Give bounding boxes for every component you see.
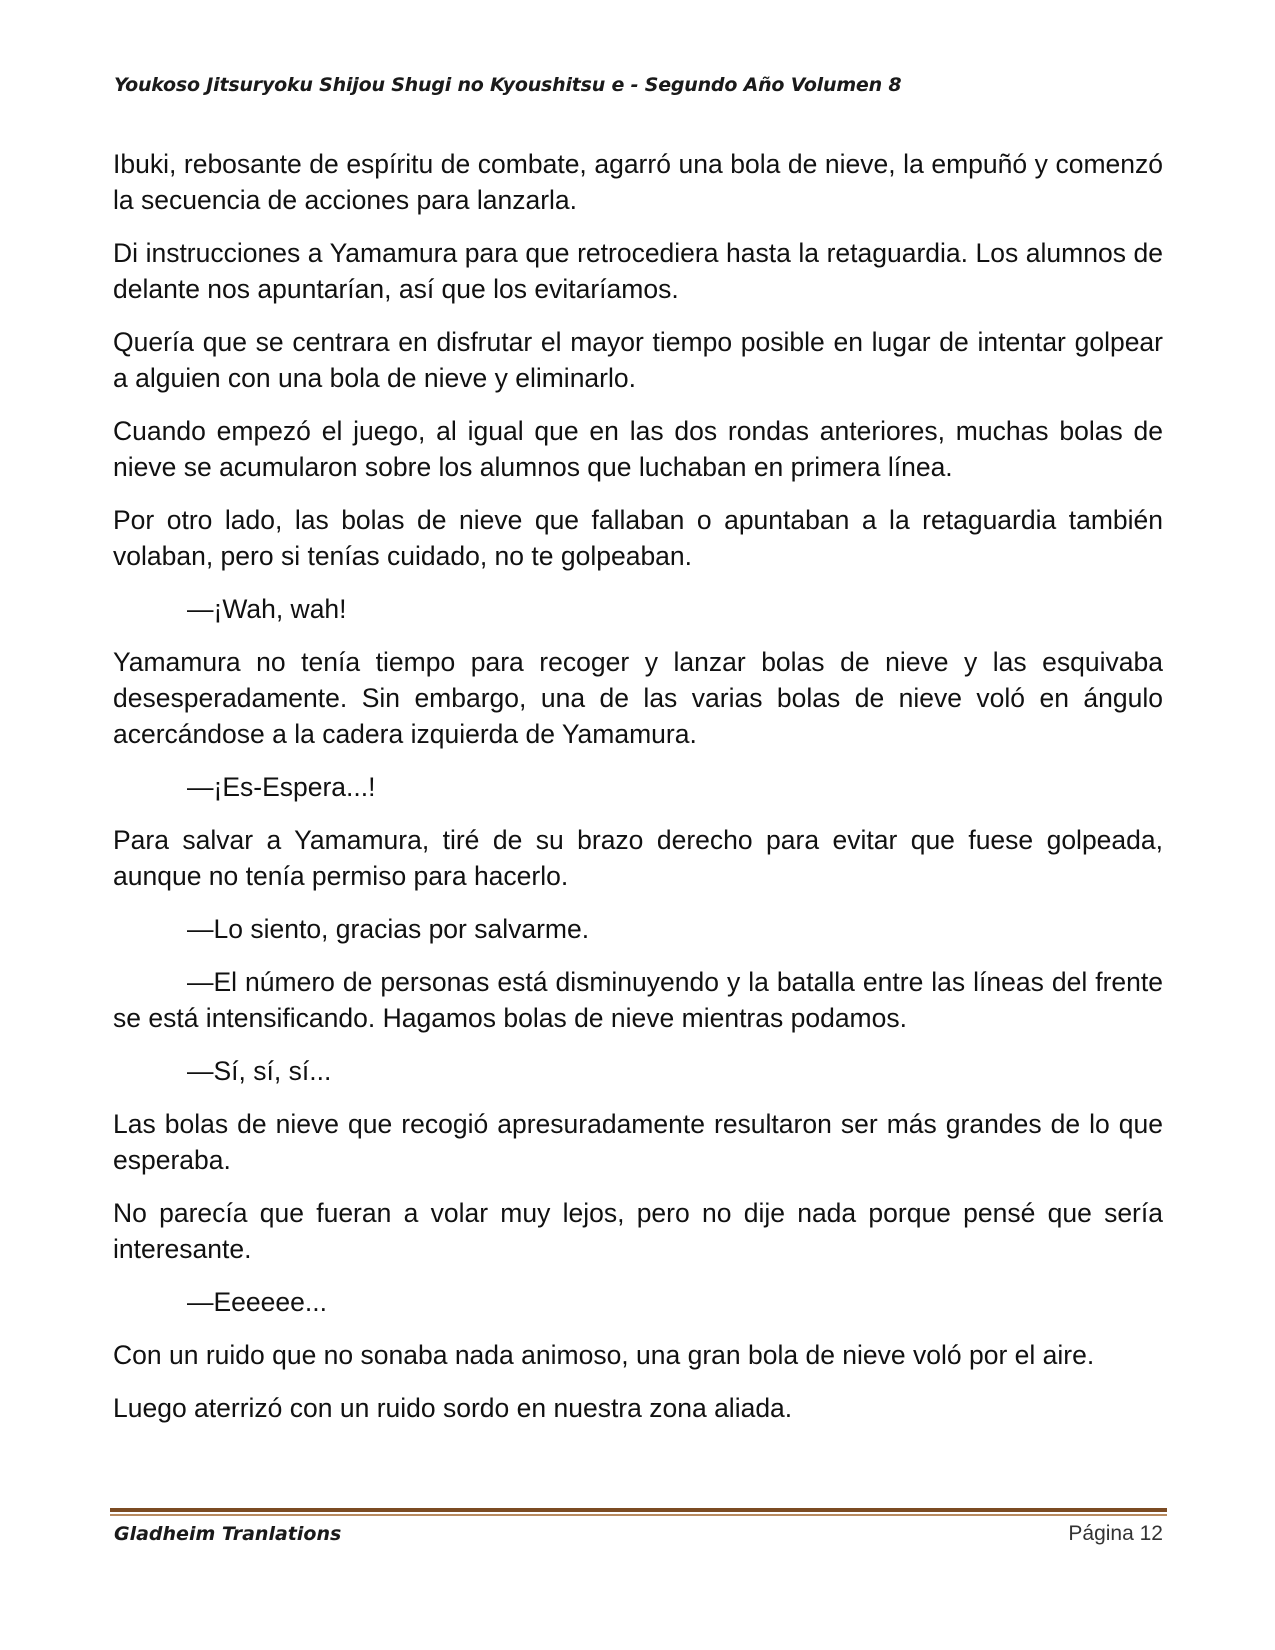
paragraph: Quería que se centrara en disfrutar el mayor tiempo posible en lugar de intentar golpear a alguien con una bola de nieve y eliminarlo. [113, 327, 1163, 393]
paragraph: Para salvar a Yamamura, tiré de su brazo derecho para evitar que fuese golpeada, aunque no tenía permiso para hacerlo. [113, 825, 1163, 891]
body-text [113, 146, 1163, 1443]
paragraph: Luego aterrizó con un ruido sordo en nuestra zona aliada. [113, 1393, 793, 1423]
dialog-line: —¡Es-Espera...! [187, 772, 376, 802]
dialog-line: —Lo siento, gracias por salvarme. [187, 914, 590, 944]
footer-group-name: Gladheim Tranlations [114, 1523, 342, 1545]
paragraph: Ibuki, rebosante de espíritu de combate, agarró una bola de nieve, la empuñó y comenzó la secuencia de acciones para lanzarla. [113, 149, 1163, 215]
paragraph: Las bolas de nieve que recogió apresuradamente resultaron ser más grandes de lo que esperaba. [113, 1109, 1163, 1175]
dialog-line: —Sí, sí, sí... [187, 1056, 332, 1086]
dialog-line: —El número de personas está disminuyendo y la batalla entre las líneas del frente se está intensificando. Hagamos bolas de nieve mientras podamos. [113, 967, 1163, 1033]
paragraph: Cuando empezó el juego, al igual que en las dos rondas anteriores, muchas bolas de nieve se acumularon sobre los alumnos que luchaban en primera línea. [113, 416, 1163, 482]
paragraph: Yamamura no tenía tiempo para recoger y lanzar bolas de nieve y las esquivaba desesperadamente. Sin embargo, una de las varias bolas de nieve voló en ángulo acercándose a la cadera izquierda de Yamamura. [113, 647, 1163, 749]
footer-divider [110, 1508, 1167, 1512]
page-number: Página 12 [1068, 1522, 1163, 1545]
paragraph: Di instrucciones a Yamamura para que retrocediera hasta la retaguardia. Los alumnos de delante nos apuntarían, así que los evitaríamos. [113, 238, 1163, 304]
dialog-line: —¡Wah, wah! [187, 594, 347, 624]
paragraph: Con un ruido que no sonaba nada animoso, una gran bola de nieve voló por el aire. [113, 1340, 1095, 1370]
paragraph: No parecía que fueran a volar muy lejos, pero no dije nada porque pensé que sería interesante. [113, 1198, 1163, 1264]
dialog-line: —Eeeeee... [187, 1287, 327, 1317]
paragraph: Por otro lado, las bolas de nieve que fallaban o apuntaban a la retaguardia también volaban, pero si tenías cuidado, no te golpeaban. [113, 505, 1163, 571]
running-header: Youkoso Jitsuryoku Shijou Shugi no Kyoushitsu e - Segundo Año Volumen 8 [114, 74, 902, 96]
footer-divider-thin [110, 1514, 1167, 1516]
